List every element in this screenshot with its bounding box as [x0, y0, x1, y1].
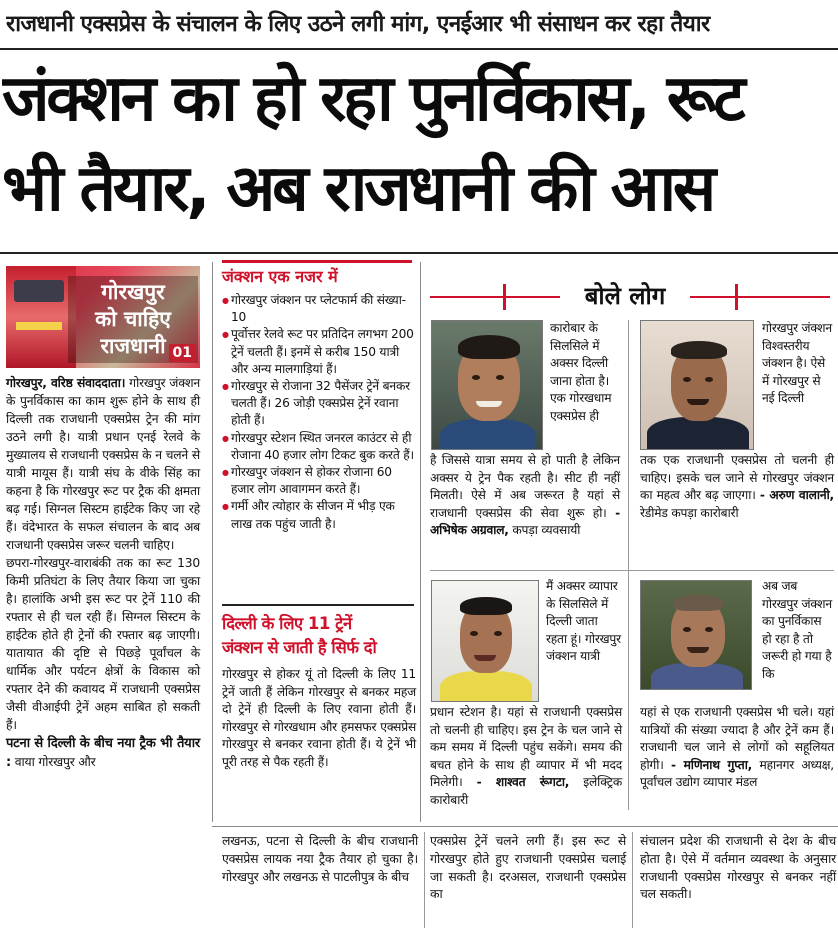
- series-logo-line-3: राजधानी: [100, 334, 166, 358]
- fact-item: ● गोरखपुर स्टेशन स्थित जनरल काउंटर से ही रोजाना 40 हजार लोग टिकट बुक करते हैं।: [222, 430, 416, 464]
- left-subhead: पटना से दिल्ली के बीच नया ट्रैक भी तैयार :: [6, 736, 200, 770]
- quote-4-name: - मणिनाथ गुप्ता,: [671, 757, 753, 772]
- train-image: [6, 266, 76, 368]
- portrait-photo-maninath: [640, 580, 752, 690]
- quote-2-side-text: गोरखपुर जंक्शन विश्वस्तरीय जंक्शन है। ऐसे में गोरखपुर से नई दिल्ली: [762, 321, 832, 406]
- left-paragraph-1: गोरखपुर जंक्शन के पुनर्विकास का काम शुरू होने के साथ ही दिल्ली तक राजधानी एक्सप्रेस ट्रेन की मांग उठने लगी है। यात्री प्रधान एनई रेलवे के मुख्यालय से राजधानी एक्सप्रेस के न चलने से यात्री मायूस हैं। यात्री संघ के वीके सिंह का कहना है कि गोरखपुर रूट पर ट्रैक की क्षमता बढ़ गई। सिग्नल सिस्टम हाईटेक किए जा रहे हैं। वंदेभारत के सफल संचालन के बाद अब राजधानी एक्सप्रेस जरूर चलनी चाहिए।: [6, 376, 200, 552]
- delhi-section-title: [222, 612, 418, 660]
- bottom-column-divider-2: [632, 832, 633, 928]
- fact-item: ● गोरखपुर जंक्शन पर प्लेटफार्म की संख्या- 10: [222, 292, 416, 326]
- bole-log-rule-right: [690, 296, 830, 298]
- bottom-column-3: संचालन प्रदेश की राजधानी से देश के बीच होता है। ऐसे में वर्तमान व्यवस्था के अनुसार राजधानी एक्सप्रेस गोरखपुर से बनकर नहीं चल सकती।: [640, 833, 836, 902]
- bottom-divider: [212, 826, 838, 827]
- delhi-section-title-line-1: दिल्ली के लिए 11 ट्रेनें: [222, 614, 352, 633]
- quote-4-side-text: अब जब गोरखपुर जंक्शन का पुनर्विकास हो रहा है तो जरूरी हो गया है कि: [762, 579, 832, 681]
- bole-log-tick-left: [503, 284, 506, 310]
- quote-1-body: है जिससे यात्रा समय से हो पाती है लेकिन अक्सर ये ट्रेन पैक रहती है। सीट ही नहीं मिलती। ऐसे में अब जरूरत है यहां से राजधानी एक्सप्रेस की सेवा शुरू हो।: [430, 453, 620, 520]
- quote-1-role: कपड़ा व्यवसायी: [512, 523, 581, 538]
- left-paragraph-3: वाया गोरखपुर और: [14, 755, 96, 769]
- portrait-photo-abhishek: [431, 320, 543, 450]
- column-divider-1: [212, 262, 213, 822]
- delhi-section-title-line-2: जंक्शन से जाती है सिर्फ दो: [222, 638, 377, 657]
- headline: [2, 54, 836, 234]
- quote-2-name: - अरुण वालानी,: [759, 488, 834, 503]
- portrait-photo-arun: [640, 320, 754, 450]
- bole-log-title: बोले लोग: [584, 282, 666, 310]
- quote-1-side-text: कारोबार के सिलसिले में अक्सर दिल्ली जाना होता है। एक गोरखधाम एक्सप्रेस ही: [550, 321, 612, 423]
- series-logo-line-2: को चाहिए: [95, 307, 171, 331]
- quote-2-body: तक एक राजधानी एक्सप्रेस तो चलनी ही चाहिए। इसके चल जाने से गोरखपुर जंक्शन का महत्व और बढ़ जाएगा।: [640, 453, 834, 503]
- headline-line-2: भी तैयार, अब राजधानी की आस: [2, 152, 713, 226]
- fact-item: ● गर्मी और त्योहार के सीजन में भीड़ एक लाख तक पहुंच जाती है।: [222, 498, 416, 532]
- facts-box-title: जंक्शन एक नजर में: [222, 264, 412, 290]
- fact-item: ● गोरखपुर से रोजाना 32 पैसेंजर ट्रेनें बनकर चलती हैं। 26 जोड़ी एक्सप्रेस ट्रेनें रवाना होती हैं।: [222, 378, 416, 430]
- quote-3-role: इलेक्ट्रिक कारोबारी: [430, 775, 622, 807]
- left-column: [6, 374, 200, 772]
- quote-4-text: [640, 704, 834, 792]
- quote-4-role: महानगर अध्यक्ष, पूर्वांचल उद्योग व्यापार मंडल: [640, 757, 834, 790]
- dateline: गोरखपुर, वरिष्ठ संवाददाता।: [6, 376, 126, 390]
- delhi-section-body: गोरखपुर से होकर यूं तो दिल्ली के लिए 11 ट्रेनें जाती हैं लेकिन गोरखपुर से बनकर महज दो ट्रेनें ही दिल्ली के लिए रवाना होती हैं। गोरखपुर से गोरखधाम और हमसफर एक्सप्रेस गोरखपुर से बनकर रवाना होती हैं। ये ट्रेनें भी पूरी तरह से पैक रहती हैं।: [222, 667, 416, 769]
- quote-3-body: प्रधान स्टेशन है। यहां से राजधानी एक्सप्रेस तो चलनी ही चाहिए। इस ट्रेन के चल जाने से कम समय में दिल्ली पहुंच सकेंगे। समय की बचत होने के साथ ही व्यापार में भी मदद मिलेगी।: [430, 705, 622, 790]
- series-logo: [6, 266, 200, 368]
- bole-log-rule-left: [430, 296, 560, 298]
- fact-item: ● पूर्वोत्तर रेलवे रूट पर प्रतिदिन लगभग 200 ट्रेनें चलती हैं। इनमें से करीब 150 यात्री और अन्य मालगाड़ियां हैं।: [222, 326, 416, 378]
- portrait-photo-shashwat: [431, 580, 539, 702]
- facts-divider: [222, 604, 414, 606]
- left-paragraph-2: छपरा-गोरखपुर-वाराबंकी तक का रूट 130 किमी प्रतिघंटा के लिए तैयार किया जा चुका है। हालांकि अभी इस रूट पर ट्रेनें 110 की रफ्तार से ही चल रही हैं। सिग्नल सिस्टम के हाईटेक होते ही ट्रेनों की रफ्तार बढ़ जाएगी। यातायात की दृष्टि से पिछड़े पूर्वांचल के धार्मिक और पर्यटन क्षेत्रों के विकास को रफ्तार देने की कवायद में राजधानी एक्सप्रेस जैसी वीआईपी ट्रेनें अहम साबित हो सकती हैं।: [6, 556, 200, 732]
- quote-2-text: [640, 452, 834, 522]
- series-number-badge: 01: [169, 344, 196, 362]
- bottom-column-2: एक्सप्रेस ट्रेनें चलने लगी हैं। इस रूट से गोरखपुर होते हुए राजधानी एक्सप्रेस चलाई जा सकती है। दरअसल, राजधानी एक्सप्रेस का: [430, 833, 626, 902]
- headline-line-1: जंक्शन का हो रहा पुनर्विकास, रूट: [2, 62, 743, 136]
- kicker-divider: [0, 48, 838, 50]
- quote-column-divider: [628, 320, 629, 810]
- quote-1-text: [430, 452, 620, 540]
- fact-item: ● गोरखपुर जंक्शन से होकर रोजाना 60 हजार लोग आवागमन करते हैं।: [222, 464, 416, 498]
- quote-4-body: यहां से एक राजधानी एक्सप्रेस भी चले। यहां यात्रियों की संख्या ज्यादा है और ट्रेनें कम हैं। राजधानी चल जाने से लोगों को सहूलियत होगी।: [640, 705, 834, 772]
- quote-3-side-text: मैं अक्सर व्यापार के सिलसिले में दिल्ली जाता रहता हूं। गोरखपुर जंक्शन यात्री: [546, 579, 621, 664]
- quote-row-divider: [430, 570, 834, 571]
- column-divider-2: [420, 262, 421, 822]
- series-logo-line-1: गोरखपुर: [101, 280, 165, 304]
- facts-list: [222, 292, 416, 533]
- quote-2-role: रेडीमेड कपड़ा कारोबारी: [640, 505, 739, 520]
- bottom-column-divider-1: [424, 832, 425, 928]
- story-divider: [0, 252, 838, 254]
- bottom-column-1: लखनऊ, पटना से दिल्ली के बीच राजधानी एक्सप्रेस लायक नया ट्रैक तैयार हो चुका है। गोरखपुर और लखनऊ से पाटलीपुत्र के बीच: [222, 833, 418, 884]
- quote-3-name: - शाश्वत रूंगटा,: [476, 775, 570, 790]
- quote-1-name: - अभिषेक अग्रवाल,: [430, 505, 620, 538]
- quote-3-text: [430, 704, 622, 810]
- kicker-line: राजधानी एक्सप्रेस के संचालन के लिए उठने लगी मांग, एनईआर भी संसाधन कर रहा तैयार: [6, 11, 710, 37]
